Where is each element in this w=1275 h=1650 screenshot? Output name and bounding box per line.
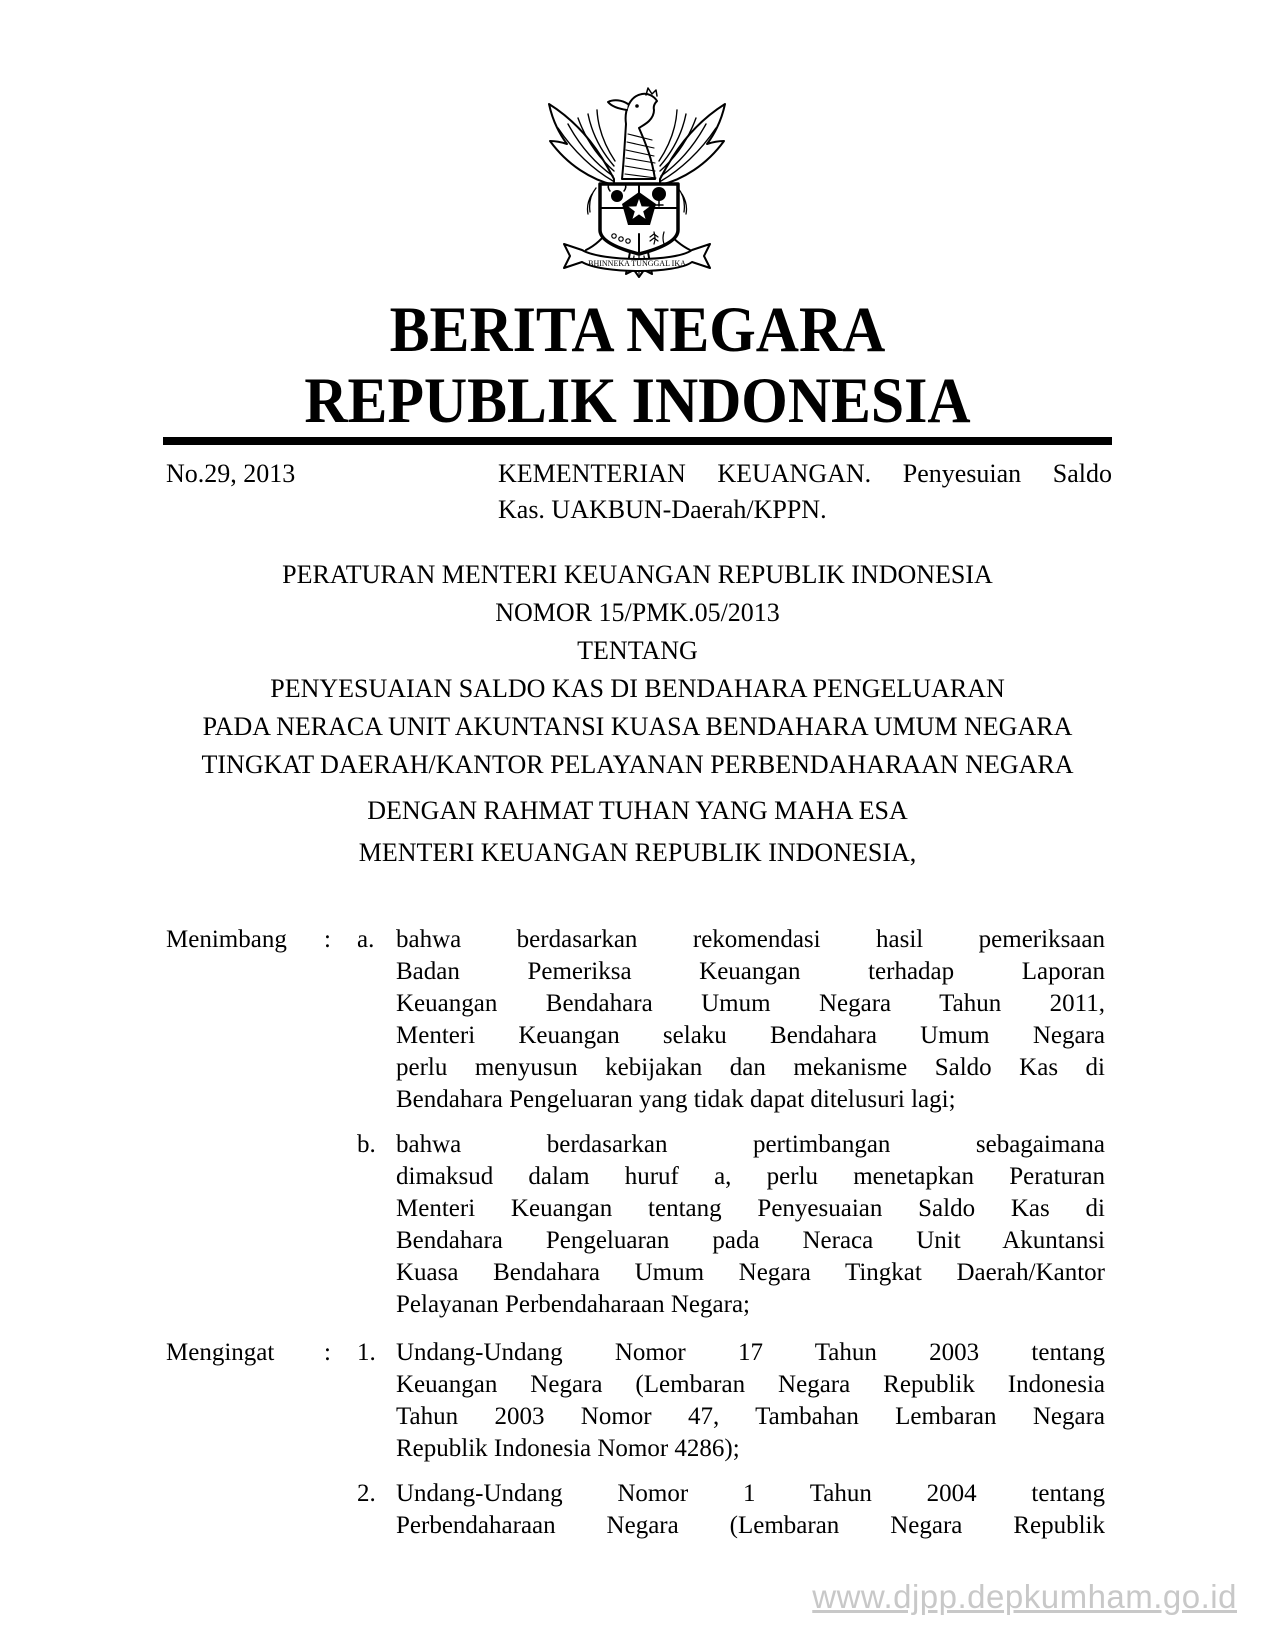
regulation-title-line: PERATURAN MENTERI KEUANGAN REPUBLIK INDONESIA bbox=[282, 560, 993, 589]
item-marker: 2. bbox=[357, 1480, 376, 1507]
item-marker: 1. bbox=[357, 1339, 376, 1366]
clause-label: Menimbang bbox=[166, 926, 287, 953]
item-text-line: Bendahara Pengeluaran pada Neraca Unit Akuntansi bbox=[396, 1227, 1105, 1254]
masthead-title-line1: BERITA NEGARA bbox=[389, 294, 886, 366]
invocation-line: DENGAN RAHMAT TUHAN YANG MAHA ESA bbox=[367, 796, 908, 825]
item-text-line: Republik Indonesia Nomor 4286); bbox=[396, 1435, 740, 1462]
item-text-line: bahwa berdasarkan pertimbangan sebagaimana bbox=[396, 1131, 1105, 1158]
clauses-section bbox=[166, 924, 1110, 1558]
item-text-line: Menteri Keuangan tentang Penyesuaian Saldo Kas di bbox=[396, 1195, 1105, 1222]
item-text-line: Kuasa Bendahara Umum Negara Tingkat Daerah/Kantor bbox=[396, 1259, 1105, 1286]
garuda-pancasila-emblem bbox=[542, 84, 732, 279]
regulation-title-line: TENTANG bbox=[577, 636, 698, 665]
item-text-line: Menteri Keuangan selaku Bendahara Umum Negara bbox=[396, 1022, 1105, 1049]
clause-menimbang bbox=[166, 924, 1110, 1321]
regulation-number-line: NOMOR 15/PMK.05/2013 bbox=[495, 598, 780, 627]
gazette-subject-line: KEMENTERIAN KEUANGAN. Penyesuian Saldo bbox=[498, 459, 1112, 488]
item-text-line: Pelayanan Perbendaharaan Negara; bbox=[396, 1291, 750, 1318]
item-marker: b. bbox=[357, 1131, 376, 1158]
item-text-line: dimaksud dalam huruf a, perlu menetapkan Peraturan bbox=[396, 1163, 1105, 1190]
clause-item bbox=[357, 1129, 1110, 1321]
item-marker: a. bbox=[357, 926, 375, 953]
item-text-line: Undang-Undang Nomor 1 Tahun 2004 tentang bbox=[396, 1480, 1105, 1507]
masthead-rule bbox=[163, 437, 1112, 445]
item-text-line: Badan Pemeriksa Keuangan terhadap Laporan bbox=[396, 958, 1105, 985]
item-text-line: Undang-Undang Nomor 17 Tahun 2003 tentang bbox=[396, 1339, 1105, 1366]
gazette-subject bbox=[498, 456, 1112, 528]
item-text-line: perlu menyusun kebijakan dan mekanisme Saldo Kas di bbox=[396, 1054, 1105, 1081]
gazette-number: No.29, 2013 bbox=[166, 459, 296, 488]
clause-item bbox=[357, 924, 1110, 1116]
regulation-title bbox=[163, 556, 1112, 784]
item-text-line: Tahun 2003 Nomor 47, Tambahan Lembaran Negara bbox=[396, 1403, 1105, 1430]
item-text-line: Bendahara Pengeluaran yang tidak dapat ditelusuri lagi; bbox=[396, 1086, 956, 1113]
item-text-line: Keuangan Negara (Lembaran Negara Republik Indonesia bbox=[396, 1371, 1105, 1398]
eagle-head-icon bbox=[608, 88, 657, 179]
watermark-url: www.djpp.depkumham.go.id bbox=[812, 1578, 1237, 1615]
clause-item bbox=[357, 1478, 1110, 1542]
clause-mengingat bbox=[166, 1337, 1110, 1542]
clause-colon: : bbox=[324, 926, 331, 953]
right-wing-icon bbox=[659, 104, 725, 185]
regulation-title-line: TINGKAT DAERAH/KANTOR PELAYANAN PERBENDAHARAAN NEGARA bbox=[201, 750, 1074, 779]
masthead-title-line2: REPUBLIK INDONESIA bbox=[304, 365, 971, 437]
emblem-motto-text: BHINNEKA TUNGGAL IKA bbox=[588, 259, 686, 268]
masthead-title bbox=[0, 295, 1275, 437]
invocation-line: MENTERI KEUANGAN REPUBLIK INDONESIA, bbox=[358, 838, 917, 867]
clause-item bbox=[357, 1337, 1110, 1465]
regulation-title-line: PADA NERACA UNIT AKUNTANSI KUASA BENDAHARA UMUM NEGARA bbox=[202, 712, 1073, 741]
left-wing-icon bbox=[549, 104, 615, 185]
item-text-line: Keuangan Bendahara Umum Negara Tahun 2011, bbox=[396, 990, 1105, 1017]
gazette-subject-line: Kas. UAKBUN-Daerah/KPPN. bbox=[498, 495, 827, 524]
item-text-line: Perbendaharaan Negara (Lembaran Negara Republik bbox=[396, 1512, 1105, 1539]
invocation bbox=[163, 790, 1112, 874]
clause-label: Mengingat bbox=[166, 1339, 275, 1366]
clause-colon: : bbox=[324, 1339, 331, 1366]
regulation-title-line: PENYESUAIAN SALDO KAS DI BENDAHARA PENGELUARAN bbox=[270, 674, 1005, 703]
item-text-line: bahwa berdasarkan rekomendasi hasil pemeriksaan bbox=[396, 926, 1105, 953]
pancasila-shield-icon bbox=[600, 184, 678, 254]
page-footer bbox=[812, 1578, 1237, 1616]
